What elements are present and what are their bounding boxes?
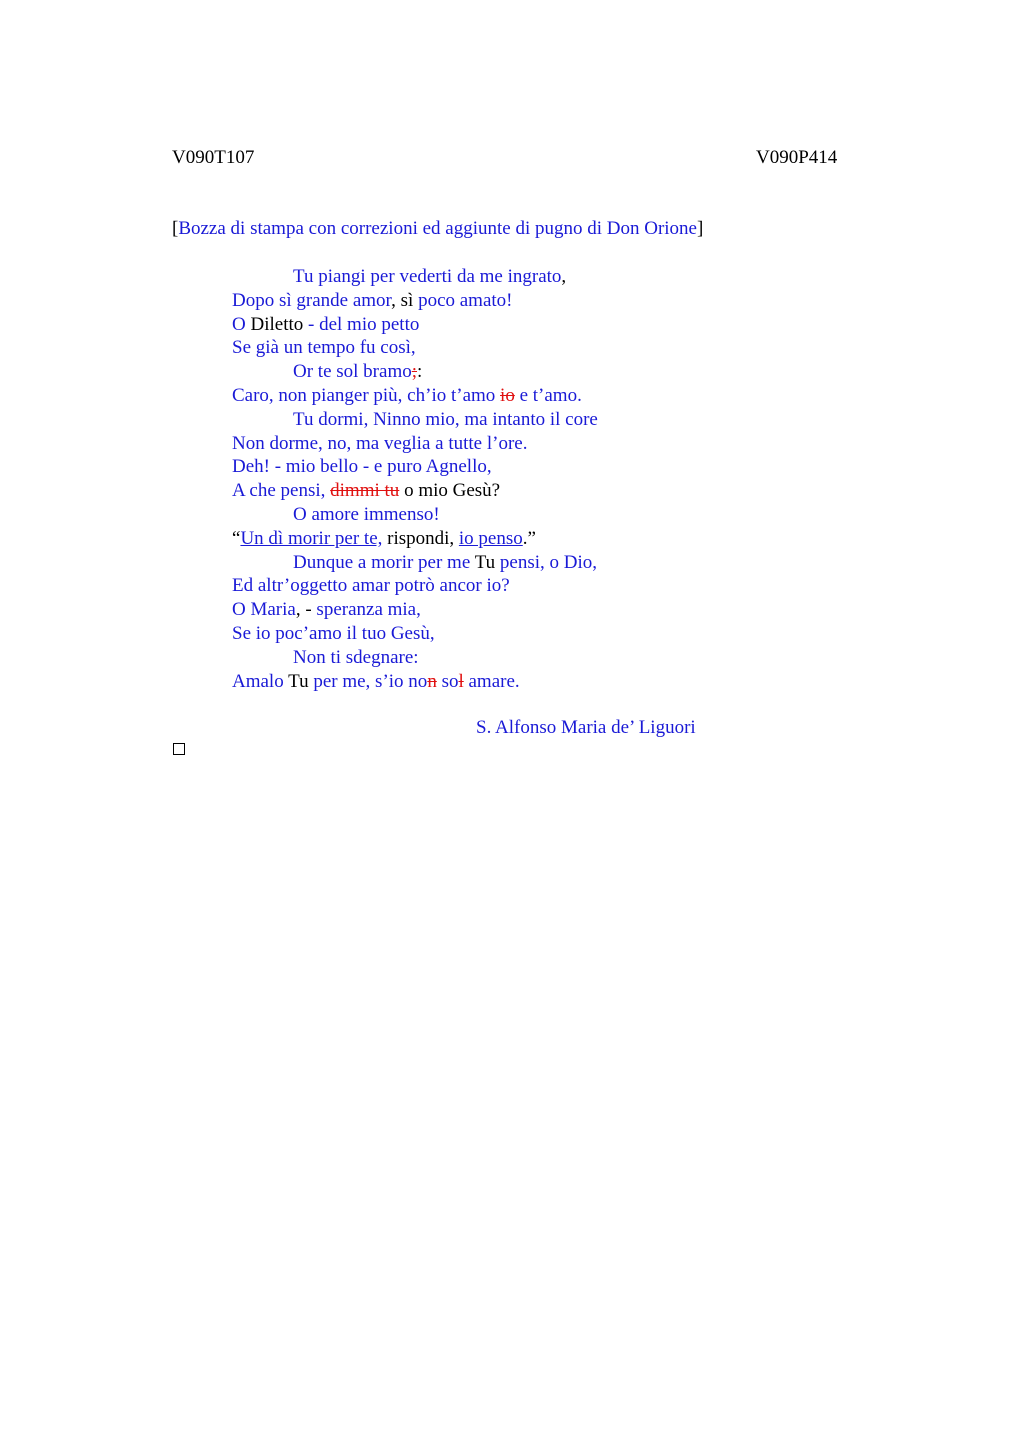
poem-text: pensi, o Dio, [495, 551, 597, 573]
poem-text: O Maria [232, 599, 296, 621]
poem-text: Caro, non pianger più, ch’io t’amo [232, 384, 501, 406]
poem-line [232, 455, 932, 479]
document-code-right: V090P414 [756, 147, 838, 168]
bracket-open: [ [172, 218, 179, 239]
document-code-left: V090T107 [172, 147, 255, 168]
poem-text: o mio [399, 480, 453, 502]
poem-text: Diletto [250, 313, 304, 335]
poem-text: Se io poc’amo il tuo Gesù, [232, 622, 435, 644]
poem-line [232, 527, 932, 551]
poem-line [232, 670, 932, 694]
poem-text: poco amato! [418, 289, 513, 311]
underlined-text: io penso [458, 527, 523, 549]
signature: S. Alfonso Maria de’ Liguori [476, 717, 696, 738]
poem-text: per me, s’io no [308, 670, 428, 692]
poem-line [232, 313, 932, 337]
poem-line [232, 384, 932, 408]
poem-text: Ed altr’oggetto amar potrò ancor io? [232, 575, 510, 597]
poem-line [232, 360, 932, 384]
struck-text: l [458, 670, 464, 692]
poem-line [232, 574, 932, 598]
end-box-icon [173, 743, 185, 755]
poem-text: A che pensi, [232, 480, 331, 502]
poem-line [232, 432, 932, 456]
poem-text: Tu dormi, Ninno mio, ma intanto il core [293, 408, 598, 430]
poem-line [232, 408, 932, 432]
poem-line [232, 479, 932, 503]
poem-text: Se già un tempo fu così, [232, 337, 416, 359]
poem-text: Dunque a morir per me [293, 551, 475, 573]
poem-text: Deh! - mio bello - e puro Agnello, [232, 456, 492, 478]
poem-text: Non ti sdegnare: [293, 646, 419, 668]
poem-text: , sì [391, 289, 419, 311]
struck-text: dimmi tu [330, 480, 400, 502]
poem-text: O amore immenso! [293, 503, 440, 525]
poem-text: speranza mia, [316, 599, 421, 621]
poem-text: - del mio petto [303, 313, 420, 335]
poem-text: so [436, 670, 459, 692]
poem-line [232, 289, 932, 313]
poem-text: Non dorme, no, ma veglia a tutte l’ore. [232, 432, 528, 454]
editorial-note-text: Bozza di stampa con correzioni ed aggiunte di pugno di Don Orione [178, 218, 697, 239]
bracket-close: ] [697, 218, 704, 239]
poem-text: Tu [474, 551, 496, 573]
poem-text: “ [232, 527, 241, 549]
poem-text: Tu piangi per vederti da me ingrato [293, 266, 562, 287]
struck-text: n [427, 670, 437, 692]
poem-text: , [561, 266, 567, 287]
poem-line [232, 598, 932, 622]
poem-line [232, 622, 932, 646]
poem-text: : [417, 361, 423, 383]
poem-line [232, 646, 932, 670]
poem-text: Or te sol bramo [293, 361, 412, 383]
poem-text: e t’amo. [514, 384, 582, 406]
poem-text: .” [522, 527, 536, 549]
struck-text: io [500, 384, 515, 406]
poem-line [232, 503, 932, 527]
poem [232, 265, 932, 693]
poem-text: Dopo sì grande amor [232, 289, 392, 311]
poem-text: Gesù? [452, 480, 501, 502]
underlined-text: Un dì morir per te, [240, 527, 383, 549]
struck-text: ; [411, 361, 418, 383]
poem-line [232, 551, 932, 575]
poem-text: , - [295, 599, 317, 621]
poem-text: Amalo [232, 670, 289, 692]
editorial-note [172, 217, 703, 241]
poem-text: rispondi, [382, 527, 459, 549]
poem-line [232, 265, 932, 289]
poem-line [232, 336, 932, 360]
poem-text: Tu [288, 670, 309, 692]
poem-text: O [232, 313, 251, 335]
poem-text: amare. [463, 670, 520, 692]
